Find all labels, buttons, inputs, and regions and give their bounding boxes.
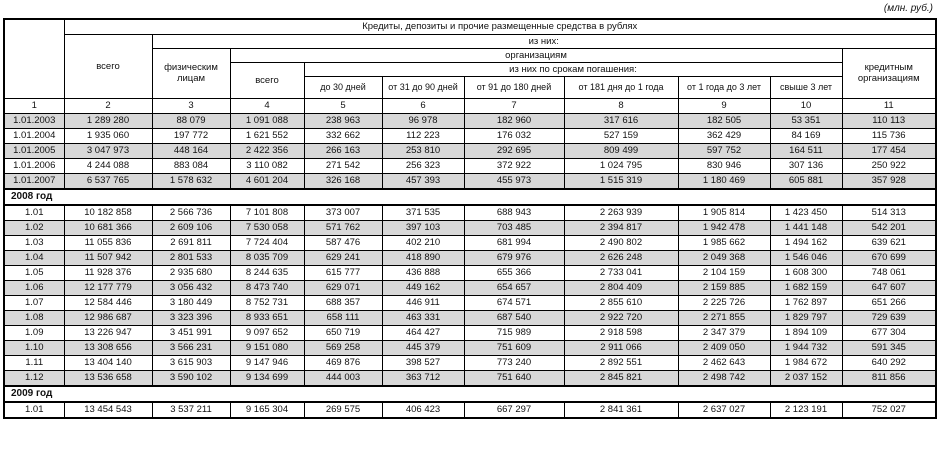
date-cell: 1.09 [4, 325, 64, 340]
value-cell: 371 535 [382, 205, 464, 221]
table-row [4, 370, 936, 386]
value-cell: 446 911 [382, 295, 464, 310]
header-credit-orgs: кредитным организациям [842, 48, 936, 98]
date-cell: 1.06 [4, 280, 64, 295]
table-row [4, 128, 936, 143]
header-maturity-31-90: от 31 до 90 дней [382, 76, 464, 98]
column-number: 8 [564, 98, 678, 113]
value-cell: 4 244 088 [64, 158, 152, 173]
value-cell: 1 942 478 [678, 220, 770, 235]
date-cell: 1.07 [4, 295, 64, 310]
section-title: 2009 год [4, 386, 936, 402]
value-cell: 751 640 [464, 370, 564, 386]
value-cell: 326 168 [304, 173, 382, 189]
date-cell: 1.12 [4, 370, 64, 386]
date-cell: 1.01.2006 [4, 158, 64, 173]
value-cell: 2 566 736 [152, 205, 230, 221]
value-cell: 455 973 [464, 173, 564, 189]
value-cell: 8 473 740 [230, 280, 304, 295]
table-row [4, 265, 936, 280]
value-cell: 110 113 [842, 113, 936, 128]
value-cell: 164 511 [770, 143, 842, 158]
value-cell: 11 928 376 [64, 265, 152, 280]
header-group-title: Кредиты, депозиты и прочие размещенные средства в рублях [64, 19, 936, 34]
value-cell: 9 151 080 [230, 340, 304, 355]
value-cell: 1 762 897 [770, 295, 842, 310]
value-cell: 444 003 [304, 370, 382, 386]
value-cell: 1 091 088 [230, 113, 304, 128]
value-cell: 2 918 598 [564, 325, 678, 340]
value-cell: 9 165 304 [230, 402, 304, 418]
value-cell: 688 357 [304, 295, 382, 310]
column-number: 1 [4, 98, 64, 113]
value-cell: 571 762 [304, 220, 382, 235]
value-cell: 2 801 533 [152, 250, 230, 265]
value-cell: 112 223 [382, 128, 464, 143]
value-cell: 2 490 802 [564, 235, 678, 250]
value-cell: 514 313 [842, 205, 936, 221]
value-cell: 1 024 795 [564, 158, 678, 173]
date-cell: 1.01.2005 [4, 143, 64, 158]
value-cell: 406 423 [382, 402, 464, 418]
value-cell: 307 136 [770, 158, 842, 173]
value-cell: 811 856 [842, 370, 936, 386]
header-total: всего [64, 34, 152, 98]
value-cell: 670 699 [842, 250, 936, 265]
table-row [4, 143, 936, 158]
value-cell: 3 537 211 [152, 402, 230, 418]
value-cell: 2 037 152 [770, 370, 842, 386]
value-cell: 269 575 [304, 402, 382, 418]
value-cell: 748 061 [842, 265, 936, 280]
date-cell: 1.05 [4, 265, 64, 280]
value-cell: 11 055 836 [64, 235, 152, 250]
value-cell: 1 829 797 [770, 310, 842, 325]
value-cell: 715 989 [464, 325, 564, 340]
value-cell: 182 505 [678, 113, 770, 128]
value-cell: 679 976 [464, 250, 564, 265]
value-cell: 250 922 [842, 158, 936, 173]
value-cell: 2 498 742 [678, 370, 770, 386]
date-cell: 1.10 [4, 340, 64, 355]
header-organizations: организациям [230, 48, 842, 62]
table-row [4, 295, 936, 310]
table-row [4, 235, 936, 250]
value-cell: 3 615 903 [152, 355, 230, 370]
value-cell: 3 110 082 [230, 158, 304, 173]
value-cell: 527 159 [564, 128, 678, 143]
value-cell: 2 804 409 [564, 280, 678, 295]
value-cell: 2 841 361 [564, 402, 678, 418]
date-cell: 1.01 [4, 205, 64, 221]
value-cell: 436 888 [382, 265, 464, 280]
value-cell: 9 134 699 [230, 370, 304, 386]
column-number: 10 [770, 98, 842, 113]
value-cell: 615 777 [304, 265, 382, 280]
value-cell: 1 515 319 [564, 173, 678, 189]
date-cell: 1.11 [4, 355, 64, 370]
value-cell: 445 379 [382, 340, 464, 355]
value-cell: 11 507 942 [64, 250, 152, 265]
date-cell: 1.03 [4, 235, 64, 250]
header-org-total: всего [230, 62, 304, 98]
value-cell: 418 890 [382, 250, 464, 265]
value-cell: 8 244 635 [230, 265, 304, 280]
value-cell: 53 351 [770, 113, 842, 128]
table-row [4, 173, 936, 189]
value-cell: 1 894 109 [770, 325, 842, 340]
table-row [4, 310, 936, 325]
date-cell: 1.04 [4, 250, 64, 265]
value-cell: 2 049 368 [678, 250, 770, 265]
value-cell: 10 681 366 [64, 220, 152, 235]
value-cell: 655 366 [464, 265, 564, 280]
header-by-maturity: из них по срокам погашения: [304, 62, 842, 76]
value-cell: 2 263 939 [564, 205, 678, 221]
value-cell: 176 032 [464, 128, 564, 143]
value-cell: 12 584 446 [64, 295, 152, 310]
value-cell: 2 104 159 [678, 265, 770, 280]
value-cell: 9 097 652 [230, 325, 304, 340]
value-cell: 569 258 [304, 340, 382, 355]
date-cell: 1.01.2007 [4, 173, 64, 189]
column-number: 3 [152, 98, 230, 113]
value-cell: 2 409 050 [678, 340, 770, 355]
value-cell: 677 304 [842, 325, 936, 340]
value-cell: 629 241 [304, 250, 382, 265]
value-cell: 809 499 [564, 143, 678, 158]
value-cell: 1 935 060 [64, 128, 152, 143]
value-cell: 647 607 [842, 280, 936, 295]
header-maturity-1y-3y: от 1 года до 3 лет [678, 76, 770, 98]
column-number: 6 [382, 98, 464, 113]
value-cell: 3 590 102 [152, 370, 230, 386]
value-cell: 8 933 651 [230, 310, 304, 325]
value-cell: 182 960 [464, 113, 564, 128]
value-cell: 3 047 973 [64, 143, 152, 158]
section-row [4, 386, 936, 402]
value-cell: 2 422 356 [230, 143, 304, 158]
table-row [4, 340, 936, 355]
value-cell: 357 928 [842, 173, 936, 189]
value-cell: 332 662 [304, 128, 382, 143]
value-cell: 681 994 [464, 235, 564, 250]
date-cell: 1.01 [4, 402, 64, 418]
value-cell: 2 123 191 [770, 402, 842, 418]
value-cell: 1 682 159 [770, 280, 842, 295]
value-cell: 2 911 066 [564, 340, 678, 355]
section-title: 2008 год [4, 189, 936, 205]
value-cell: 640 292 [842, 355, 936, 370]
date-cell: 1.08 [4, 310, 64, 325]
value-cell: 464 427 [382, 325, 464, 340]
value-cell: 2 935 680 [152, 265, 230, 280]
value-cell: 1 985 662 [678, 235, 770, 250]
value-cell: 3 451 991 [152, 325, 230, 340]
column-number-row [4, 98, 936, 113]
column-number: 7 [464, 98, 564, 113]
value-cell: 830 946 [678, 158, 770, 173]
column-number: 9 [678, 98, 770, 113]
value-cell: 469 876 [304, 355, 382, 370]
section-row [4, 189, 936, 205]
corner-cell [4, 19, 64, 98]
table-row [4, 402, 936, 418]
value-cell: 674 571 [464, 295, 564, 310]
header-of-them: из них: [152, 34, 936, 48]
value-cell: 1 441 148 [770, 220, 842, 235]
value-cell: 4 601 204 [230, 173, 304, 189]
value-cell: 703 485 [464, 220, 564, 235]
value-cell: 2 845 821 [564, 370, 678, 386]
value-cell: 883 084 [152, 158, 230, 173]
value-cell: 587 476 [304, 235, 382, 250]
value-cell: 1 494 162 [770, 235, 842, 250]
value-cell: 2 159 885 [678, 280, 770, 295]
value-cell: 197 772 [152, 128, 230, 143]
table-row [4, 280, 936, 295]
value-cell: 3 180 449 [152, 295, 230, 310]
value-cell: 8 035 709 [230, 250, 304, 265]
header-maturity-181-1y: от 181 дня до 1 года [564, 76, 678, 98]
value-cell: 752 027 [842, 402, 936, 418]
value-cell: 362 429 [678, 128, 770, 143]
value-cell: 1 621 552 [230, 128, 304, 143]
value-cell: 2 626 248 [564, 250, 678, 265]
value-cell: 651 266 [842, 295, 936, 310]
value-cell: 2 691 811 [152, 235, 230, 250]
value-cell: 2 462 643 [678, 355, 770, 370]
value-cell: 2 271 855 [678, 310, 770, 325]
value-cell: 773 240 [464, 355, 564, 370]
table-row [4, 250, 936, 265]
value-cell: 3 566 231 [152, 340, 230, 355]
value-cell: 449 162 [382, 280, 464, 295]
value-cell: 605 881 [770, 173, 842, 189]
column-number: 4 [230, 98, 304, 113]
date-cell: 1.02 [4, 220, 64, 235]
table-body [4, 113, 936, 418]
value-cell: 115 736 [842, 128, 936, 143]
value-cell: 253 810 [382, 143, 464, 158]
value-cell: 729 639 [842, 310, 936, 325]
value-cell: 10 182 858 [64, 205, 152, 221]
value-cell: 7 530 058 [230, 220, 304, 235]
value-cell: 6 537 765 [64, 173, 152, 189]
value-cell: 9 147 946 [230, 355, 304, 370]
value-cell: 266 163 [304, 143, 382, 158]
value-cell: 654 657 [464, 280, 564, 295]
date-cell: 1.01.2004 [4, 128, 64, 143]
value-cell: 3 056 432 [152, 280, 230, 295]
value-cell: 667 297 [464, 402, 564, 418]
value-cell: 3 323 396 [152, 310, 230, 325]
table-row [4, 113, 936, 128]
value-cell: 7 101 808 [230, 205, 304, 221]
value-cell: 1 984 672 [770, 355, 842, 370]
table-row [4, 205, 936, 221]
header-maturity-91-180: от 91 до 180 дней [464, 76, 564, 98]
value-cell: 1 578 632 [152, 173, 230, 189]
value-cell: 2 892 551 [564, 355, 678, 370]
value-cell: 650 719 [304, 325, 382, 340]
table-row [4, 158, 936, 173]
value-cell: 1 546 046 [770, 250, 842, 265]
value-cell: 1 608 300 [770, 265, 842, 280]
value-cell: 256 323 [382, 158, 464, 173]
value-cell: 591 345 [842, 340, 936, 355]
value-cell: 317 616 [564, 113, 678, 128]
value-cell: 402 210 [382, 235, 464, 250]
value-cell: 1 289 280 [64, 113, 152, 128]
table-header [4, 19, 936, 113]
value-cell: 2 637 027 [678, 402, 770, 418]
value-cell: 13 226 947 [64, 325, 152, 340]
value-cell: 12 986 687 [64, 310, 152, 325]
value-cell: 177 454 [842, 143, 936, 158]
value-cell: 13 404 140 [64, 355, 152, 370]
value-cell: 1 423 450 [770, 205, 842, 221]
value-cell: 457 393 [382, 173, 464, 189]
value-cell: 2 855 610 [564, 295, 678, 310]
value-cell: 2 609 106 [152, 220, 230, 235]
value-cell: 12 177 779 [64, 280, 152, 295]
value-cell: 88 079 [152, 113, 230, 128]
value-cell: 751 609 [464, 340, 564, 355]
column-number: 2 [64, 98, 152, 113]
header-maturity-up-to-30: до 30 дней [304, 76, 382, 98]
column-number: 11 [842, 98, 936, 113]
value-cell: 2 733 041 [564, 265, 678, 280]
data-table [3, 18, 937, 419]
table-row [4, 325, 936, 340]
value-cell: 238 963 [304, 113, 382, 128]
value-cell: 13 308 656 [64, 340, 152, 355]
value-cell: 629 071 [304, 280, 382, 295]
units-note: (млн. руб.) [883, 3, 933, 14]
value-cell: 687 540 [464, 310, 564, 325]
value-cell: 292 695 [464, 143, 564, 158]
value-cell: 2 394 817 [564, 220, 678, 235]
value-cell: 1 905 814 [678, 205, 770, 221]
value-cell: 2 347 379 [678, 325, 770, 340]
value-cell: 597 752 [678, 143, 770, 158]
value-cell: 1 944 732 [770, 340, 842, 355]
value-cell: 397 103 [382, 220, 464, 235]
value-cell: 2 225 726 [678, 295, 770, 310]
value-cell: 1 180 469 [678, 173, 770, 189]
value-cell: 84 169 [770, 128, 842, 143]
value-cell: 96 978 [382, 113, 464, 128]
value-cell: 7 724 404 [230, 235, 304, 250]
value-cell: 658 111 [304, 310, 382, 325]
header-maturity-over-3y: свыше 3 лет [770, 76, 842, 98]
value-cell: 271 542 [304, 158, 382, 173]
value-cell: 13 536 658 [64, 370, 152, 386]
date-cell: 1.01.2003 [4, 113, 64, 128]
value-cell: 373 007 [304, 205, 382, 221]
table-row [4, 355, 936, 370]
value-cell: 542 201 [842, 220, 936, 235]
value-cell: 463 331 [382, 310, 464, 325]
value-cell: 2 922 720 [564, 310, 678, 325]
value-cell: 363 712 [382, 370, 464, 386]
value-cell: 448 164 [152, 143, 230, 158]
value-cell: 398 527 [382, 355, 464, 370]
value-cell: 8 752 731 [230, 295, 304, 310]
value-cell: 688 943 [464, 205, 564, 221]
header-individuals: физическим лицам [152, 48, 230, 98]
value-cell: 639 621 [842, 235, 936, 250]
value-cell: 372 922 [464, 158, 564, 173]
value-cell: 13 454 543 [64, 402, 152, 418]
table-row [4, 220, 936, 235]
column-number: 5 [304, 98, 382, 113]
